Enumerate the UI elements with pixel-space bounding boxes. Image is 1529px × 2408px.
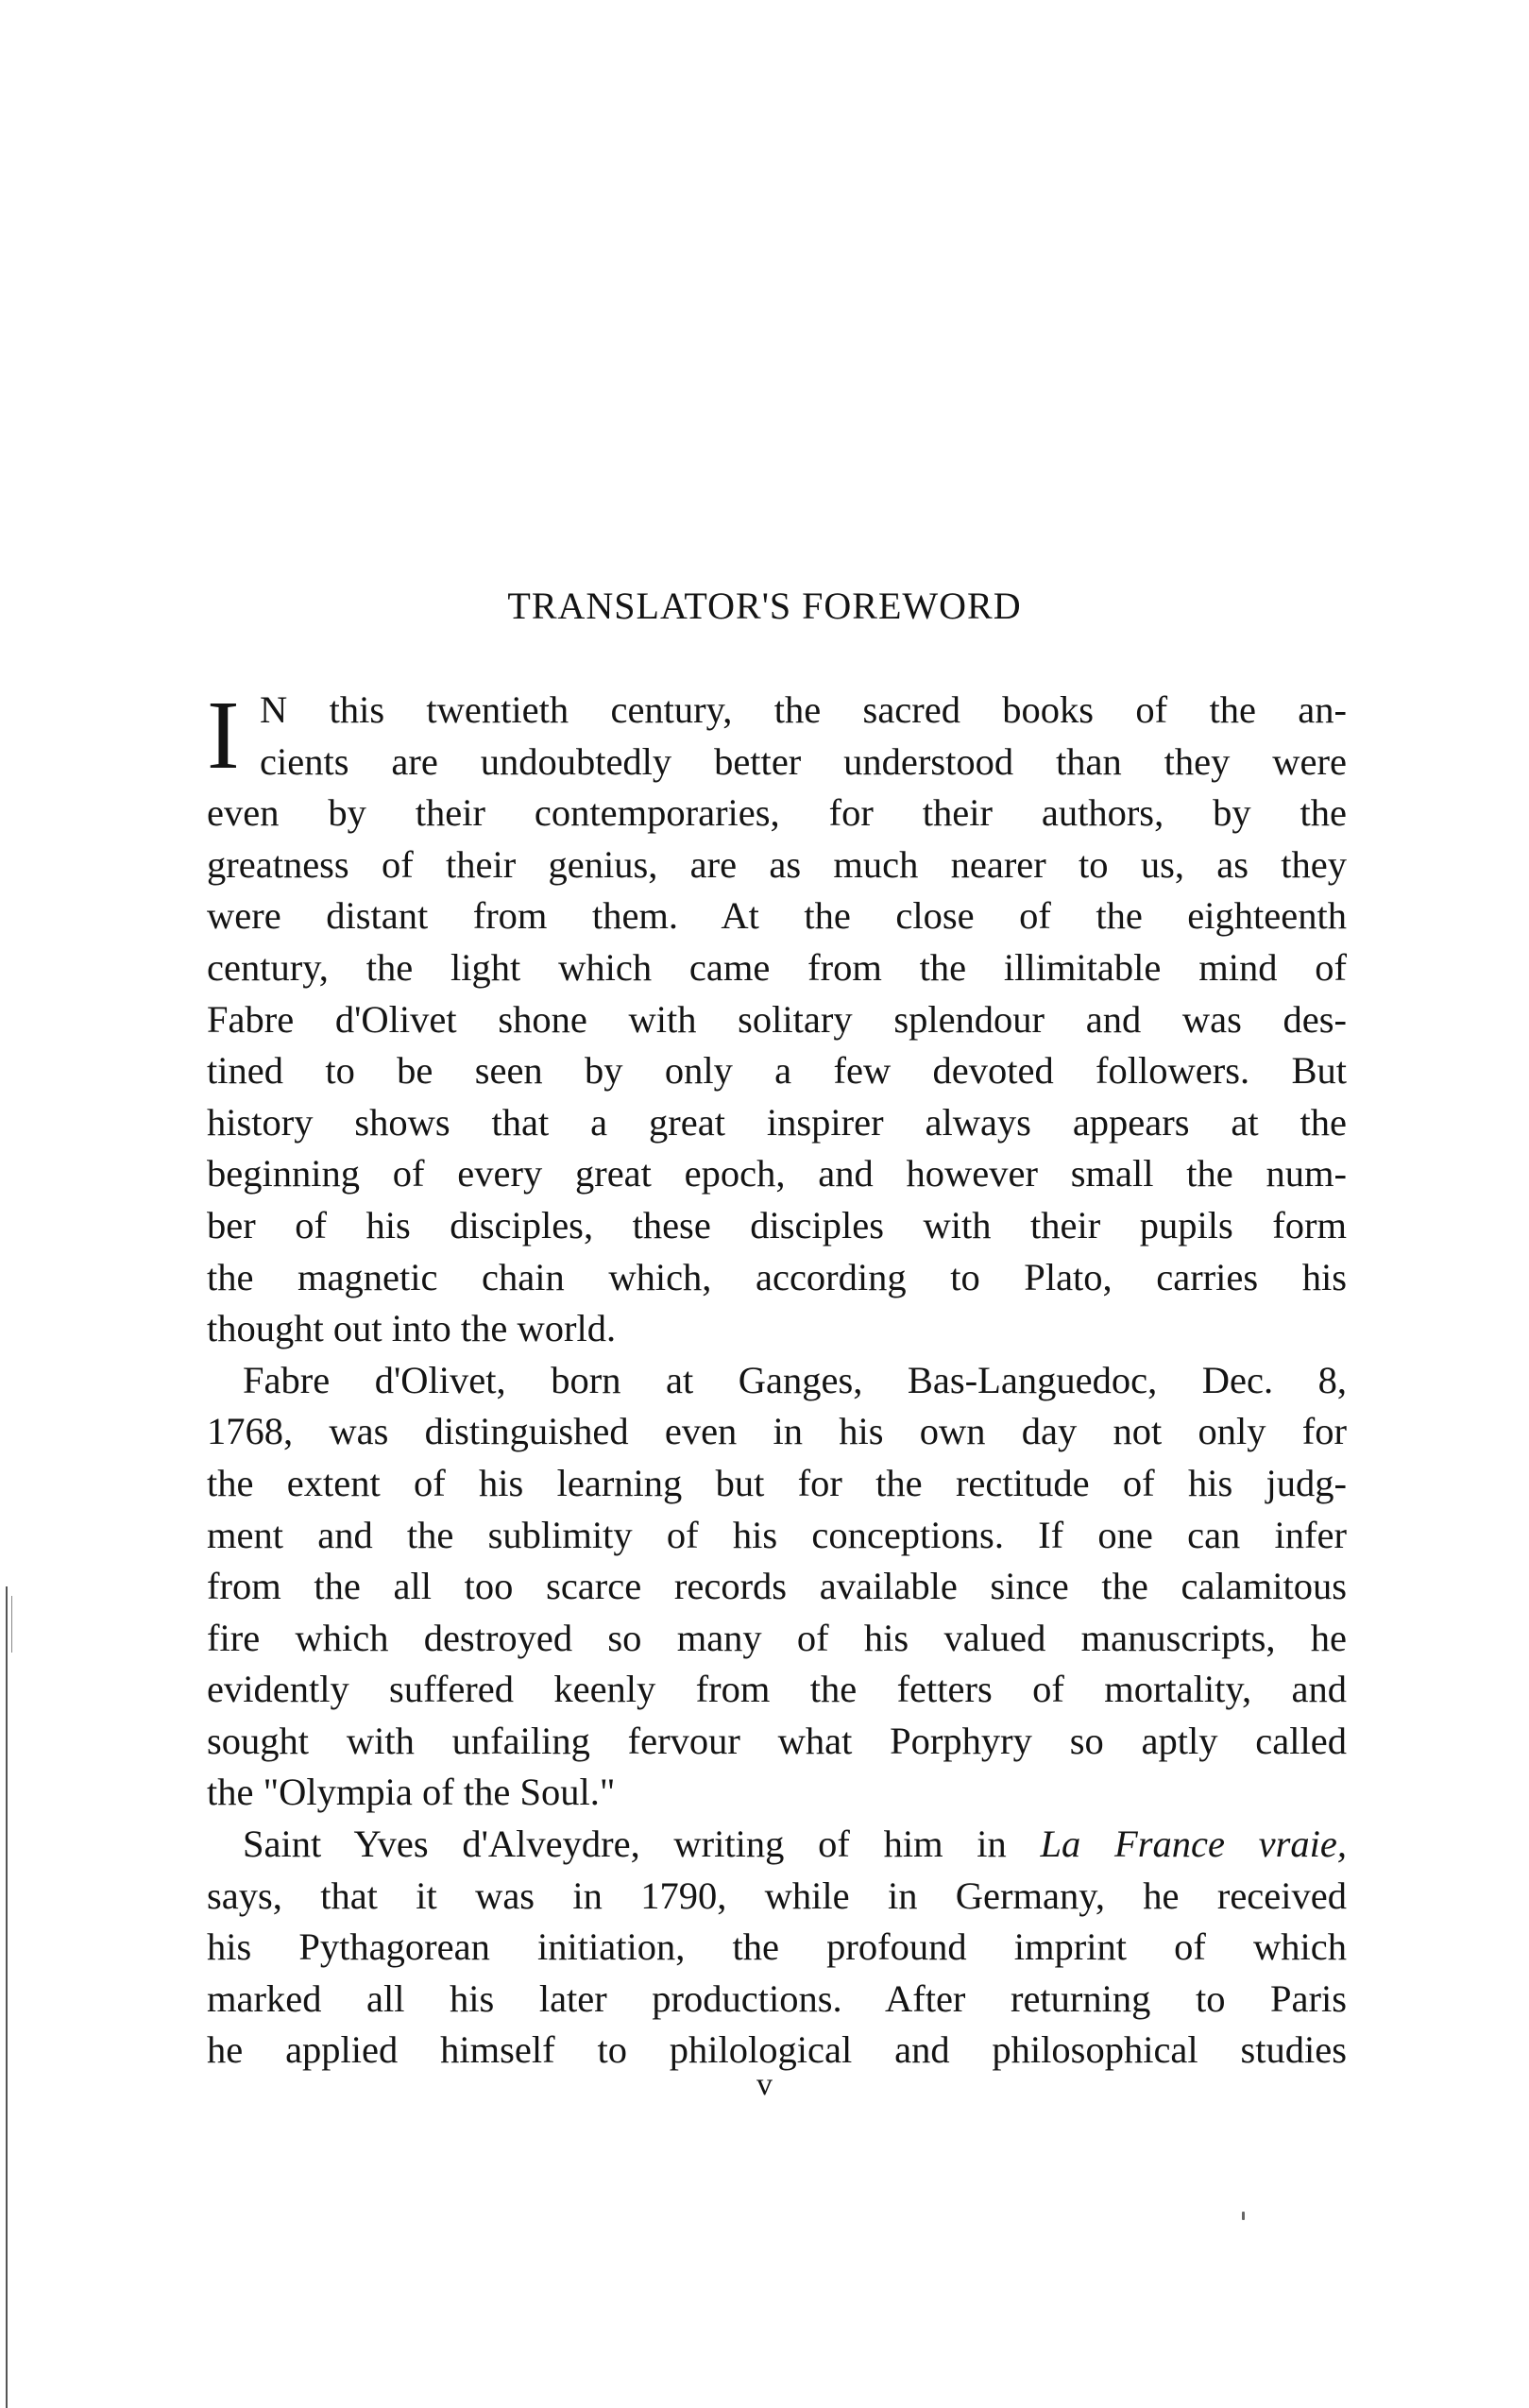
text-line: his Pythagorean initiation, the profound imprint of which <box>207 1925 1347 1969</box>
text-line: he applied himself to philological and philosophical studies <box>207 2028 1347 2072</box>
text-line: were distant from them. At the close of the eighteenth <box>207 894 1347 938</box>
text-line: greatness of their genius, are as much nearer to us, as they <box>207 842 1347 886</box>
text-line: ment and the sublimity of his conceptions. If one can infer <box>207 1513 1347 1556</box>
text-line: sought with unfailing fervour what Porphyry so aptly called <box>207 1719 1347 1762</box>
text-line: thought out into the world. <box>207 1307 617 1350</box>
text-line: 1768, was distinguished even in his own day not only for <box>207 1410 1347 1453</box>
text-line: century, the light which came from the illimitable mind of <box>207 945 1347 989</box>
text-line: evidently suffered keenly from the fetters of mortality, and <box>207 1668 1347 1711</box>
text-segment: Saint Yves d'Alveydre, writing of him in <box>243 1823 1007 1866</box>
text-line: says, that it was in 1790, while in Germany, he received <box>207 1874 1347 1917</box>
text-line: cients are undoubtedly better understood than they were <box>260 739 1347 783</box>
paragraph-3 <box>207 1819 1347 2077</box>
book-title-italic: La France vraie, <box>1040 1823 1348 1866</box>
paragraph-1 <box>207 681 1347 1355</box>
text-line: fire which destroyed so many of his valued manuscripts, he <box>207 1616 1347 1659</box>
text-line: Fabre d'Olivet, born at Ganges, Bas-Languedoc, Dec. 8, <box>243 1358 1347 1401</box>
text-line: marked all his later productions. After returning to Paris <box>207 1976 1347 2020</box>
text-line: tined to be seen by only a few devoted followers. But <box>207 1049 1347 1093</box>
paragraph-2 <box>207 1355 1347 1819</box>
text-line: Fabre d'Olivet shone with solitary splendour and was des- <box>207 997 1347 1041</box>
page-number: v <box>756 2067 773 2102</box>
text-line: ber of his disciples, these disciples with their pupils form <box>207 1203 1347 1246</box>
page-title: TRANSLATOR'S FOREWORD <box>507 585 1022 627</box>
text-line: the extent of his learning but for the rectitude of his judg- <box>207 1461 1347 1504</box>
text-line: history shows that a great inspirer always appears at the <box>207 1100 1347 1144</box>
scan-margin-line-faint <box>11 1596 12 1653</box>
text-line: the magnetic chain which, according to Plato, carries his <box>207 1255 1347 1298</box>
text-line: N this twentieth century, the sacred books of the an- <box>260 688 1347 731</box>
text-line: the "Olympia of the Soul." <box>207 1771 616 1814</box>
scan-margin-line <box>6 1586 8 2408</box>
text-line: beginning of every great epoch, and however small the num- <box>207 1152 1347 1196</box>
body-text <box>207 681 1348 2077</box>
text-line: from the all too scarce records available since the calamitous <box>207 1565 1347 1608</box>
text-line: even by their contemporaries, for their authors, by the <box>207 791 1347 835</box>
scan-speck <box>1242 2212 1245 2220</box>
text-line <box>207 1819 1347 1871</box>
drop-cap: I <box>207 681 240 789</box>
